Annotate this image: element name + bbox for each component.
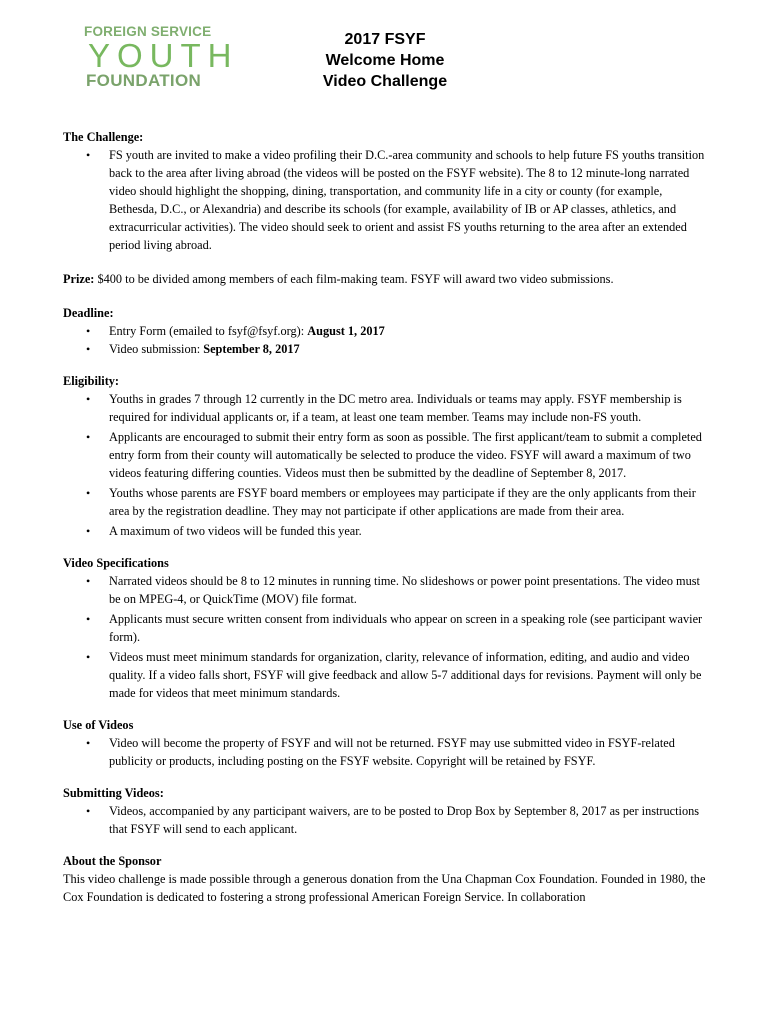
- bullet-icon: •: [86, 650, 91, 664]
- list-item: • FS youth are invited to make a video profiling their D.C.-area community and schools to help future FS youths transition back to the area after living abroad (the videos will be posted on the FSYF website). The 8 to 12 minute-long narrated video should highlight the shopping, dining, transportation, and community life in a city or county (for example, Bethesda, D.C., or Alexandria) and describe its schools (for example, availability of IB or AP classes, athletics, and extracurricular activities). The video should seek to orient and assist FS youths returning to the area after an extended period living abroad.: [86, 148, 705, 252]
- bullet-icon: •: [86, 524, 91, 538]
- list-item: • Applicants are encouraged to submit their entry form as soon as possible. The first applicant/team to submit a completed entry form from their county will automatically be selected to produce the video. FSYF will award a maximum of two videos featuring differing counties. Videos must then be submitted by the deadline of September 8, 2017.: [86, 430, 702, 480]
- deadline-heading: Deadline:: [63, 306, 114, 320]
- list-item: • A maximum of two videos will be funded this year.: [86, 524, 362, 538]
- specs-heading: Video Specifications: [63, 556, 169, 570]
- use-heading: Use of Videos: [63, 718, 134, 732]
- list-item: • Youths whose parents are FSYF board members or employees may participate if they are the only applicants from their area by the registration deadline. They may not participate if other applications are made from their area.: [86, 486, 696, 518]
- document-body: [63, 128, 713, 906]
- prize-text: $400 to be divided among members of each film-making team. FSYF will award two video submissions.: [94, 272, 614, 286]
- bullet-icon: •: [86, 324, 91, 338]
- use-list: [63, 734, 713, 770]
- list-item: • Youths in grades 7 through 12 currently in the DC metro area. Individuals or teams may apply. FSYF membership is required for individual applicants or, if a team, at least one team member. Teams may include non-FS youth.: [86, 392, 682, 424]
- bullet-icon: •: [86, 486, 91, 500]
- bullet-icon: •: [86, 612, 91, 626]
- document-title: [300, 29, 470, 92]
- logo-line-2: YOUTH: [88, 37, 239, 74]
- list-item: • Video submission: September 8, 2017: [86, 342, 300, 356]
- bullet-icon: •: [86, 430, 91, 444]
- title-line-1: 2017 FSYF: [344, 31, 426, 48]
- list-item: • Videos, accompanied by any participant waivers, are to be posted to Drop Box by September 8, 2017 as per instructions that FSYF will send to each applicant.: [86, 804, 700, 836]
- list-item: • Narrated videos should be 8 to 12 minutes in running time. No slideshows or power point presentations. The video must be on MPEG-4, or QuickTime (MOV) file format.: [86, 574, 700, 606]
- logo-line-1: FOREIGN SERVICE: [84, 24, 212, 39]
- title-line-2: Welcome Home: [325, 52, 445, 69]
- logo-line-3: FOUNDATION: [86, 71, 202, 90]
- list-item: • Video will become the property of FSYF and will not be returned. FSYF may use submitted video in FSYF-related publicity or products, including posting on the FSYF website. Copyright will be retained by FSYF.: [86, 736, 675, 768]
- bullet-icon: •: [86, 804, 91, 818]
- challenge-heading: The Challenge:: [63, 130, 144, 144]
- bullet-icon: •: [86, 736, 91, 750]
- prize-label: Prize:: [63, 272, 95, 286]
- eligibility-heading: Eligibility:: [63, 374, 120, 388]
- list-item: • Entry Form (emailed to fsyf@fsyf.org): August 1, 2017: [86, 324, 385, 338]
- list-item: • Applicants must secure written consent from individuals who appear on screen in a speaking role (see participant wavier form).: [86, 612, 703, 644]
- submitting-list: [63, 802, 713, 838]
- submitting-heading: Submitting Videos:: [63, 786, 164, 800]
- title-line-3: Video Challenge: [322, 73, 448, 90]
- sponsor-paragraph: This video challenge is made possible through a generous donation from the Una Chapman Cox Foundation. Founded in 1980, the Cox Foundation is dedicated to fostering a strong professional American Foreign Service. In collaboration: [63, 872, 706, 904]
- fsyf-logo: [84, 24, 239, 90]
- deadline-list: [63, 322, 713, 358]
- sponsor-heading: About the Sponsor: [63, 854, 162, 868]
- challenge-list: [63, 146, 713, 254]
- specs-list: [63, 572, 713, 702]
- bullet-icon: •: [86, 148, 91, 162]
- bullet-icon: •: [86, 342, 91, 356]
- bullet-icon: •: [86, 392, 91, 406]
- prize-paragraph: [63, 270, 713, 288]
- bullet-icon: •: [86, 574, 91, 588]
- list-item: • Videos must meet minimum standards for organization, clarity, relevance of information, editing, and audio and video quality. If a video falls short, FSYF will give feedback and allow 5-7 additional days for revisions. Payment will only be made for videos that meet minimum standards.: [86, 650, 702, 700]
- eligibility-list: [63, 390, 713, 540]
